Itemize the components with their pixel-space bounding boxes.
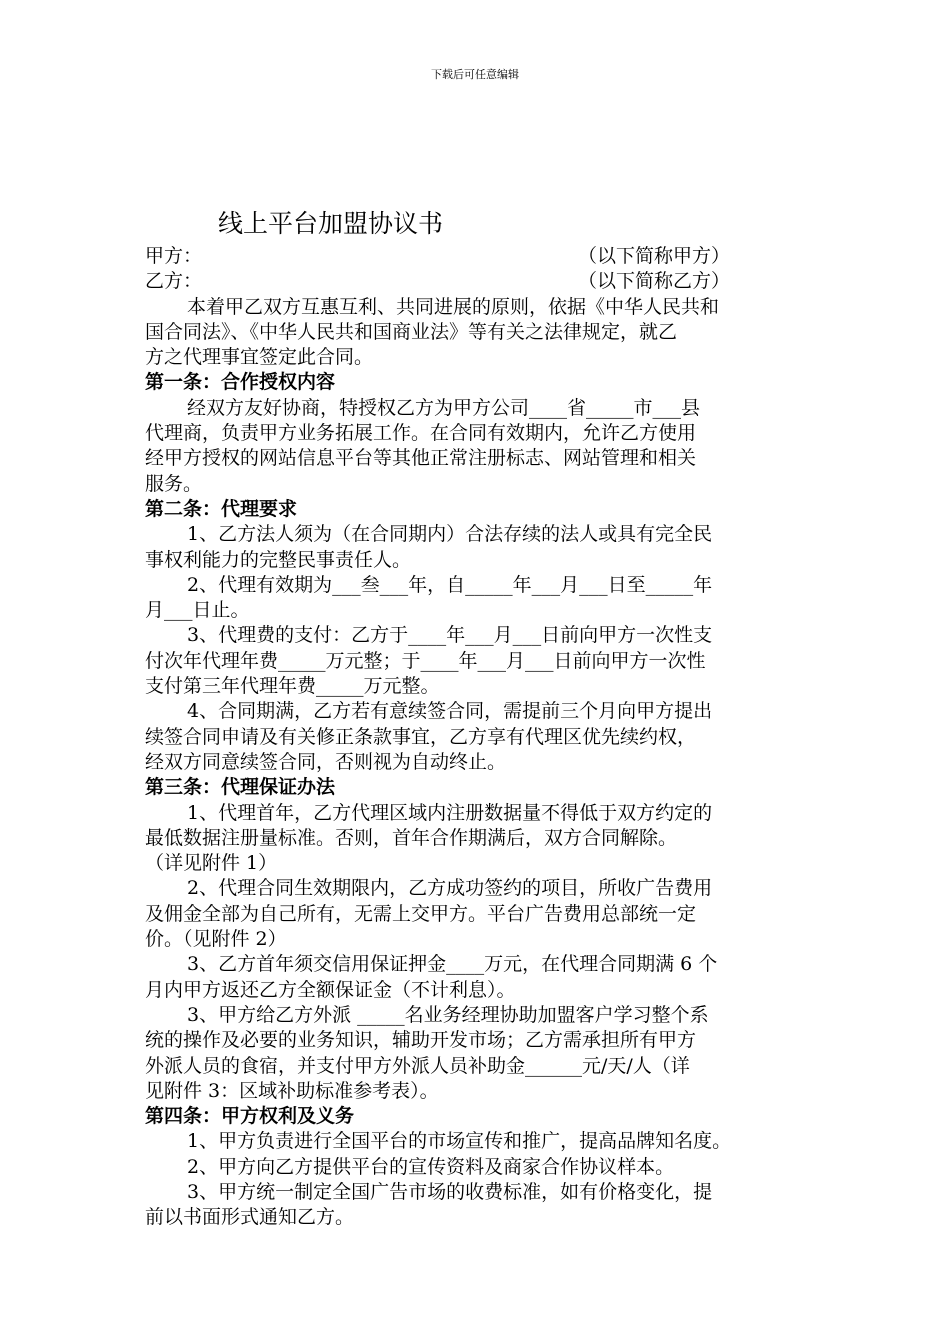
party-a-line <box>145 244 813 269</box>
article-3-line: 1、代理首年，乙方代理区域内注册数据量不得低于双方约定的 <box>187 801 713 824</box>
article-2-line: 付次年代理年费_____万元整；于____年___月___日前向甲方一次性 <box>145 649 706 672</box>
article-2-line: 1、乙方法人须为（在合同期内）合法存续的法人或具有完全民 <box>187 523 713 546</box>
article-3-line: 3、甲方给乙方外派 _____名业务经理协助加盟客户学习整个系 <box>187 1003 709 1026</box>
article-2-heading: 第二条：代理要求 <box>145 497 298 520</box>
article-2-line: 事权利能力的完整民事责任人。 <box>145 548 412 571</box>
article-4-line: 1、甲方负责进行全国平台的市场宣传和推广，提高品牌知名度。 <box>187 1130 732 1153</box>
article-4-line: 2、甲方向乙方提供平台的宣传资料及商家合作协议样本。 <box>187 1155 675 1178</box>
party-b-line <box>145 269 813 294</box>
article-3-line: 统的操作及必要的业务知识，辅助开发市场；乙方需承担所有甲方 <box>145 1029 697 1052</box>
article-4-line: 前以书面形式通知乙方。 <box>145 1206 355 1229</box>
article-1-line: 经双方友好协商，特授权乙方为甲方公司____省_____市___县 <box>187 396 701 419</box>
document-title: 线上平台加盟协议书 <box>218 209 444 238</box>
article-3-line: 外派人员的食宿，并支付甲方外派人员补助金______元/天/人（详 <box>145 1054 690 1077</box>
party-a-label: 甲方： <box>145 245 203 267</box>
article-2-line: 续签合同申请及有关修正条款事宜，乙方享有代理区优先续约权， <box>145 725 697 748</box>
article-4-line: 3、甲方统一制定全国广告市场的收费标准，如有价格变化，提 <box>187 1180 713 1203</box>
document-body <box>145 244 813 1231</box>
header-note: 下载后可任意编辑 <box>431 68 519 81</box>
article-1-heading: 第一条：合作授权内容 <box>145 371 336 394</box>
article-3-line: 最低数据注册量标准。否则，首年合作期满后，双方合同解除。 <box>145 826 678 849</box>
article-1-line: 经甲方授权的网站信息平台等其他正常注册标志、网站管理和相关 <box>145 447 697 470</box>
article-2-line: 经双方同意续签合同，否则视为自动终止。 <box>145 750 507 773</box>
article-2-line: 2、代理有效期为___叁___年，自_____年___月___日至_____年 <box>187 573 713 596</box>
party-a-note: （以下简称甲方） <box>578 245 731 267</box>
article-3-line: 及佣金全部为自己所有，无需上交甲方。平台广告费用总部统一定 <box>145 902 697 925</box>
party-b-note: （以下简称乙方） <box>578 270 731 293</box>
article-2-line: 支付第三年代理年费_____万元整。 <box>145 675 440 698</box>
article-3-line: 月内甲方返还乙方全额保证金（不计利息）。 <box>145 978 516 1001</box>
article-3-line: （详见附件 1） <box>145 852 278 875</box>
article-3-line: 价。（见附件 2） <box>145 928 287 951</box>
article-3-line: 2、代理合同生效期限内，乙方成功签约的项目，所收广告费用 <box>187 877 713 900</box>
article-1-line: 代理商，负责甲方业务拓展工作。在合同有效期内，允许乙方使用 <box>145 422 697 445</box>
article-2-line: 3、代理费的支付：乙方于____年___月___日前向甲方一次性支 <box>187 624 713 647</box>
article-2-line: 4、合同期满，乙方若有意续签合同，需提前三个月向甲方提出 <box>187 700 713 723</box>
article-3-heading: 第三条：代理保证办法 <box>145 776 336 799</box>
article-3-line: 见附件 3：区域补助标准参考表）。 <box>145 1079 439 1102</box>
article-4-heading: 第四条：甲方权利及义务 <box>145 1105 355 1128</box>
article-2-line: 月___日止。 <box>145 599 250 622</box>
intro-line: 方之代理事宜签定此合同。 <box>145 346 374 369</box>
party-b-label: 乙方： <box>145 270 203 293</box>
article-1-line: 服务。 <box>145 472 203 495</box>
intro-line: 本着甲乙双方互惠互利、共同进展的原则，依据《中华人民共和 <box>187 295 720 318</box>
article-3-line: 3、乙方首年须交信用保证押金____万元，在代理合同期满 6 个 <box>187 953 718 976</box>
intro-line: 国合同法》、《中华人民共和国商业法》等有关之法律规定，就乙 <box>145 320 678 343</box>
